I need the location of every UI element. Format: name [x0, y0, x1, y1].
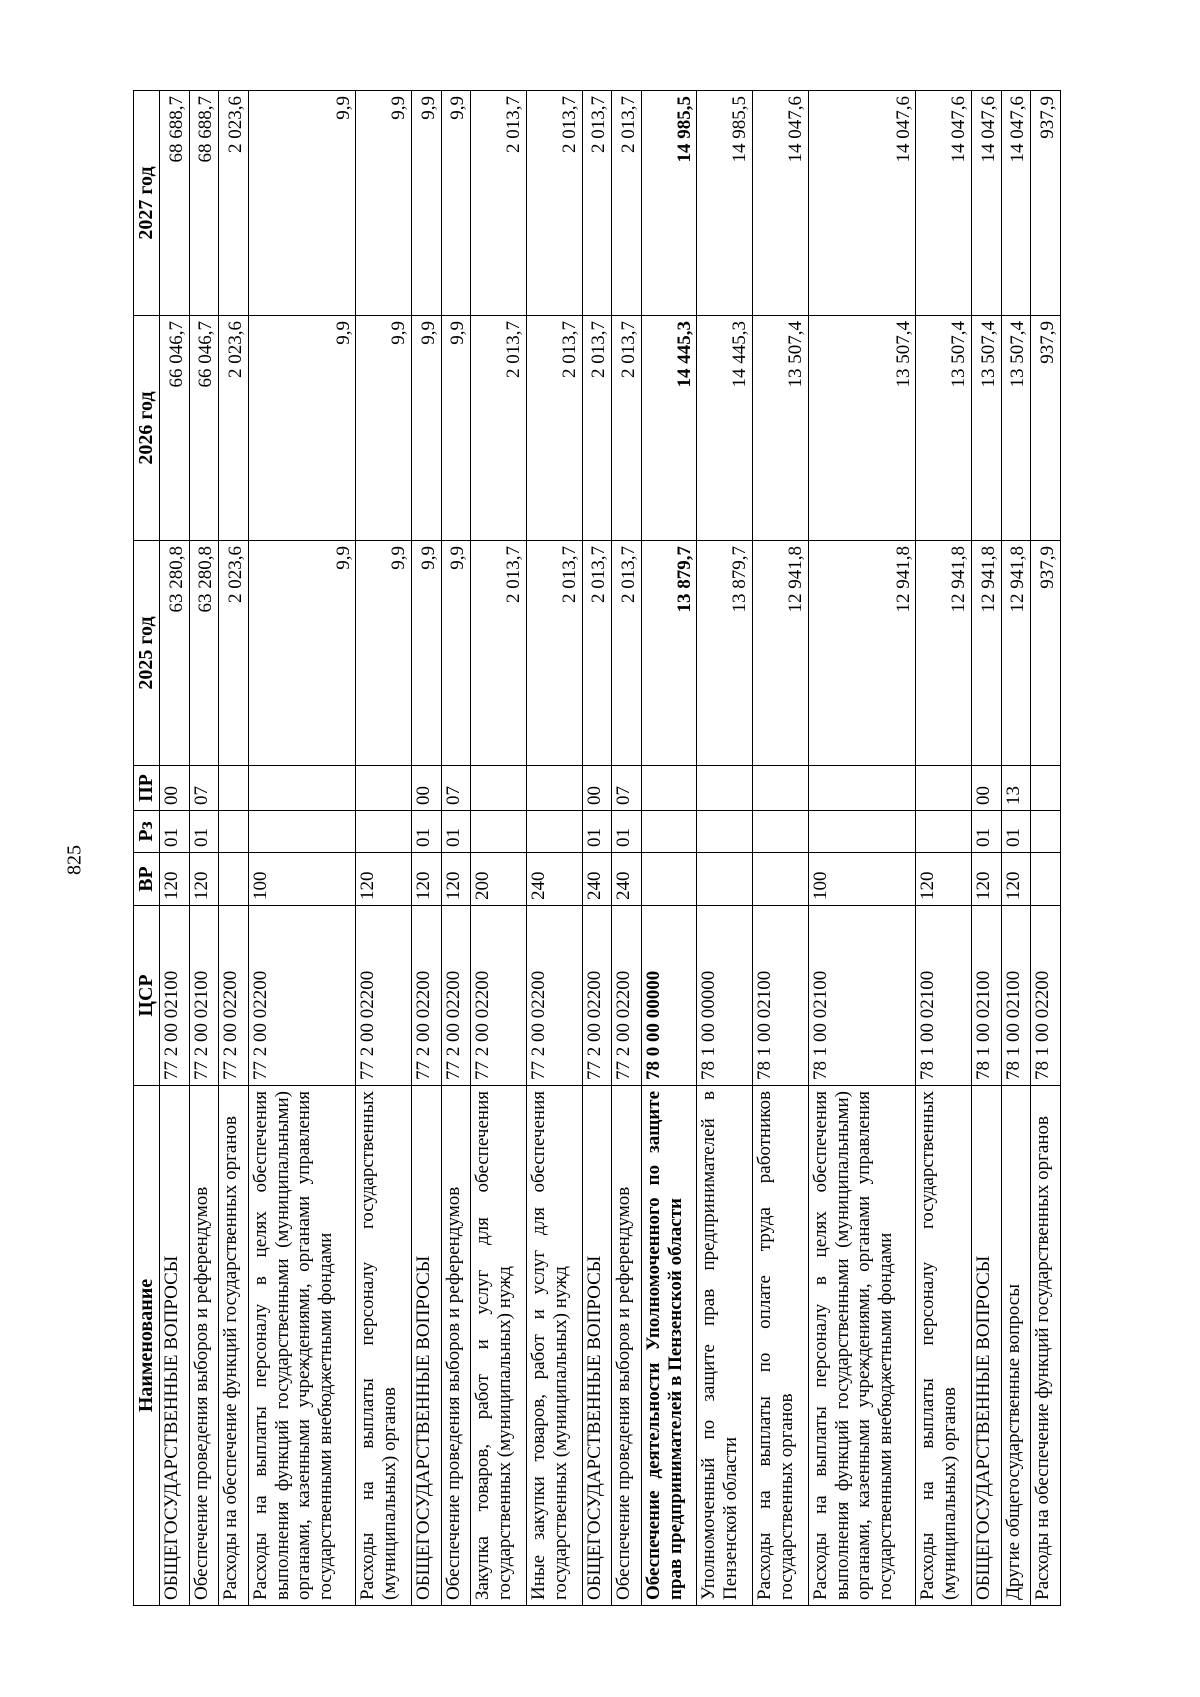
cell-2027: 9,9	[248, 91, 356, 316]
cell-vr: 240	[526, 853, 582, 906]
table-row	[582, 91, 612, 1606]
cell-csr: 78 1 00 00000	[697, 906, 753, 1086]
cell-2027: 14 985,5	[697, 91, 753, 316]
cell-2025: 9,9	[248, 541, 356, 766]
cell-2027: 68 688,7	[189, 91, 219, 316]
cell-2025: 12 941,8	[972, 541, 1002, 766]
cell-vr: 120	[189, 853, 219, 906]
cell-vr: 100	[808, 853, 916, 906]
cell-vr: 100	[248, 853, 356, 906]
cell-2025: 9,9	[441, 541, 471, 766]
table-row	[916, 91, 972, 1606]
cell-name: Расходы на выплаты персоналу государственных (муниципальных) органов	[356, 1086, 412, 1606]
cell-pr	[471, 766, 527, 811]
cell-pr: 13	[1001, 766, 1031, 811]
cell-2027: 14 047,6	[808, 91, 916, 316]
cell-2026: 2 013,7	[612, 316, 642, 541]
cell-vr: 120	[412, 853, 442, 906]
cell-2025: 2 023,6	[219, 541, 249, 766]
cell-rz: 01	[160, 811, 190, 853]
cell-2027: 14 047,6	[972, 91, 1002, 316]
cell-vr	[219, 853, 249, 906]
table-row	[356, 91, 412, 1606]
cell-2026: 2 013,7	[582, 316, 612, 541]
header-2025: 2025 год	[134, 541, 160, 766]
header-name: Наименование	[134, 1086, 160, 1606]
cell-rz	[753, 811, 809, 853]
cell-2027: 9,9	[356, 91, 412, 316]
cell-2025: 9,9	[356, 541, 412, 766]
cell-rz	[526, 811, 582, 853]
cell-2025: 9,9	[412, 541, 442, 766]
cell-2025: 12 941,8	[808, 541, 916, 766]
cell-name: Закупка товаров, работ и услуг для обеспечения государственных (муниципальных) нужд	[471, 1086, 527, 1606]
cell-csr: 77 2 00 02200	[248, 906, 356, 1086]
cell-2027: 937,9	[1031, 91, 1061, 316]
cell-name: Иные закупки товаров, работ и услуг для обеспечения государственных (муниципальных) нужд	[526, 1086, 582, 1606]
cell-csr: 77 2 00 02200	[412, 906, 442, 1086]
table-row	[471, 91, 527, 1606]
cell-csr: 77 2 00 02200	[219, 906, 249, 1086]
table-row	[697, 91, 753, 1606]
cell-2027: 2 023,6	[219, 91, 249, 316]
cell-2027: 14 047,6	[1001, 91, 1031, 316]
cell-rz	[916, 811, 972, 853]
cell-2026: 13 507,4	[808, 316, 916, 541]
table-row	[641, 91, 697, 1606]
cell-vr: 240	[612, 853, 642, 906]
cell-2025: 13 879,7	[641, 541, 697, 766]
cell-csr: 77 2 00 02200	[441, 906, 471, 1086]
cell-name: Расходы на выплаты персоналу в целях обеспечения выполнения функций государственными (муниципальными) органами, казенными учреждениями, органами управления государственными внебюджетными фондами	[808, 1086, 916, 1606]
cell-csr: 77 2 00 02200	[612, 906, 642, 1086]
cell-pr	[697, 766, 753, 811]
cell-2027: 14 047,6	[753, 91, 809, 316]
cell-name: Расходы на выплаты персоналу государственных (муниципальных) органов	[916, 1086, 972, 1606]
header-csr: ЦСР	[134, 906, 160, 1086]
cell-csr: 77 2 00 02200	[526, 906, 582, 1086]
cell-pr	[753, 766, 809, 811]
cell-vr: 120	[972, 853, 1002, 906]
cell-2026: 2 023,6	[219, 316, 249, 541]
cell-rz	[1031, 811, 1061, 853]
table-row	[972, 91, 1002, 1606]
cell-pr	[1031, 766, 1061, 811]
cell-2026: 14 445,3	[697, 316, 753, 541]
cell-pr: 00	[972, 766, 1002, 811]
table-header-row	[134, 91, 160, 1606]
cell-2025: 12 941,8	[916, 541, 972, 766]
cell-2027: 9,9	[412, 91, 442, 316]
table-row	[612, 91, 642, 1606]
cell-2026: 66 046,7	[160, 316, 190, 541]
cell-2025: 2 013,7	[612, 541, 642, 766]
cell-name: Обеспечение проведения выборов и референдумов	[612, 1086, 642, 1606]
cell-2025: 12 941,8	[1001, 541, 1031, 766]
cell-name: Расходы на выплаты персоналу в целях обеспечения выполнения функций государственными (муниципальными) органами, казенными учреждениями, органами управления государственными внебюджетными фондами	[248, 1086, 356, 1606]
cell-2026: 937,9	[1031, 316, 1061, 541]
table-row	[526, 91, 582, 1606]
cell-2026: 66 046,7	[189, 316, 219, 541]
cell-vr: 240	[582, 853, 612, 906]
cell-2027: 2 013,7	[612, 91, 642, 316]
cell-name: Расходы на обеспечение функций государственных органов	[1031, 1086, 1061, 1606]
cell-rz	[219, 811, 249, 853]
header-2026: 2026 год	[134, 316, 160, 541]
cell-rz	[697, 811, 753, 853]
cell-vr: 120	[160, 853, 190, 906]
cell-2027: 2 013,7	[471, 91, 527, 316]
cell-rz: 01	[1001, 811, 1031, 853]
cell-vr: 120	[356, 853, 412, 906]
table-row	[753, 91, 809, 1606]
table-row	[412, 91, 442, 1606]
cell-pr: 07	[612, 766, 642, 811]
cell-pr	[248, 766, 356, 811]
cell-pr: 00	[412, 766, 442, 811]
cell-2026: 13 507,4	[916, 316, 972, 541]
cell-vr: 120	[1001, 853, 1031, 906]
cell-2026: 13 507,4	[753, 316, 809, 541]
cell-pr	[808, 766, 916, 811]
cell-vr	[753, 853, 809, 906]
cell-vr: 120	[916, 853, 972, 906]
cell-rz	[641, 811, 697, 853]
header-rz: Рз	[134, 811, 160, 853]
cell-2026: 9,9	[441, 316, 471, 541]
cell-2027: 14 047,6	[916, 91, 972, 316]
cell-csr: 78 1 00 02100	[753, 906, 809, 1086]
table-row	[219, 91, 249, 1606]
table-row	[1031, 91, 1061, 1606]
cell-name: ОБЩЕГОСУДАРСТВЕННЫЕ ВОПРОСЫ	[972, 1086, 1002, 1606]
cell-rz: 01	[972, 811, 1002, 853]
page-number: 825	[63, 845, 86, 875]
cell-2026: 13 507,4	[972, 316, 1002, 541]
cell-2025: 13 879,7	[697, 541, 753, 766]
cell-name: Обеспечение деятельности Уполномоченного по защите прав предпринимателей в Пензенской области	[641, 1086, 697, 1606]
cell-vr	[641, 853, 697, 906]
cell-2025: 2 013,7	[471, 541, 527, 766]
cell-pr: 07	[189, 766, 219, 811]
cell-rz: 01	[612, 811, 642, 853]
cell-2027: 2 013,7	[582, 91, 612, 316]
cell-csr: 78 1 00 02100	[808, 906, 916, 1086]
cell-pr	[916, 766, 972, 811]
table-row	[808, 91, 916, 1606]
cell-name: Уполномоченный по защите прав предпринимателей в Пензенской области	[697, 1086, 753, 1606]
cell-csr: 77 2 00 02100	[160, 906, 190, 1086]
cell-vr	[697, 853, 753, 906]
cell-pr	[219, 766, 249, 811]
cell-name: Обеспечение проведения выборов и референдумов	[441, 1086, 471, 1606]
cell-2026: 9,9	[248, 316, 356, 541]
cell-2027: 14 985,5	[641, 91, 697, 316]
header-2027: 2027 год	[134, 91, 160, 316]
cell-rz: 01	[441, 811, 471, 853]
cell-2027: 2 013,7	[526, 91, 582, 316]
cell-2026: 2 013,7	[526, 316, 582, 541]
table-row	[1001, 91, 1031, 1606]
cell-2027: 68 688,7	[160, 91, 190, 316]
cell-vr	[1031, 853, 1061, 906]
cell-name: Другие общегосударственные вопросы	[1001, 1086, 1031, 1606]
header-pr: ПР	[134, 766, 160, 811]
rotated-budget-sheet	[133, 91, 1061, 1606]
table-row	[441, 91, 471, 1606]
table-row	[160, 91, 190, 1606]
cell-pr	[356, 766, 412, 811]
cell-csr: 78 1 00 02200	[1031, 906, 1061, 1086]
cell-rz: 01	[412, 811, 442, 853]
cell-vr: 200	[471, 853, 527, 906]
cell-2026: 14 445,3	[641, 316, 697, 541]
cell-pr: 00	[160, 766, 190, 811]
cell-csr: 77 2 00 02200	[356, 906, 412, 1086]
cell-csr: 78 1 00 02100	[1001, 906, 1031, 1086]
cell-pr	[526, 766, 582, 811]
cell-csr: 77 2 00 02100	[189, 906, 219, 1086]
cell-name: Обеспечение проведения выборов и референдумов	[189, 1086, 219, 1606]
cell-vr: 120	[441, 853, 471, 906]
cell-rz	[356, 811, 412, 853]
cell-pr	[641, 766, 697, 811]
cell-rz	[248, 811, 356, 853]
cell-2025: 63 280,8	[189, 541, 219, 766]
table-row	[248, 91, 356, 1606]
cell-rz	[808, 811, 916, 853]
cell-rz: 01	[189, 811, 219, 853]
table-row	[189, 91, 219, 1606]
cell-name: Расходы на выплаты по оплате труда работников государственных органов	[753, 1086, 809, 1606]
cell-2025: 12 941,8	[753, 541, 809, 766]
header-vr: ВР	[134, 853, 160, 906]
cell-name: ОБЩЕГОСУДАРСТВЕННЫЕ ВОПРОСЫ	[160, 1086, 190, 1606]
cell-2026: 13 507,4	[1001, 316, 1031, 541]
cell-rz	[471, 811, 527, 853]
cell-pr: 07	[441, 766, 471, 811]
cell-rz: 01	[582, 811, 612, 853]
cell-csr: 78 1 00 02100	[916, 906, 972, 1086]
cell-2025: 63 280,8	[160, 541, 190, 766]
cell-csr: 77 2 00 02200	[582, 906, 612, 1086]
cell-2025: 2 013,7	[526, 541, 582, 766]
cell-pr: 00	[582, 766, 612, 811]
cell-csr: 77 2 00 02200	[471, 906, 527, 1086]
cell-name: Расходы на обеспечение функций государственных органов	[219, 1086, 249, 1606]
cell-name: ОБЩЕГОСУДАРСТВЕННЫЕ ВОПРОСЫ	[412, 1086, 442, 1606]
cell-csr: 78 1 00 02100	[972, 906, 1002, 1086]
cell-2027: 9,9	[441, 91, 471, 316]
table-body	[160, 91, 1061, 1606]
cell-name: ОБЩЕГОСУДАРСТВЕННЫЕ ВОПРОСЫ	[582, 1086, 612, 1606]
cell-2026: 9,9	[412, 316, 442, 541]
cell-2026: 9,9	[356, 316, 412, 541]
cell-2025: 937,9	[1031, 541, 1061, 766]
cell-csr: 78 0 00 00000	[641, 906, 697, 1086]
budget-table	[133, 90, 1061, 1606]
cell-2025: 2 013,7	[582, 541, 612, 766]
cell-2026: 2 013,7	[471, 316, 527, 541]
